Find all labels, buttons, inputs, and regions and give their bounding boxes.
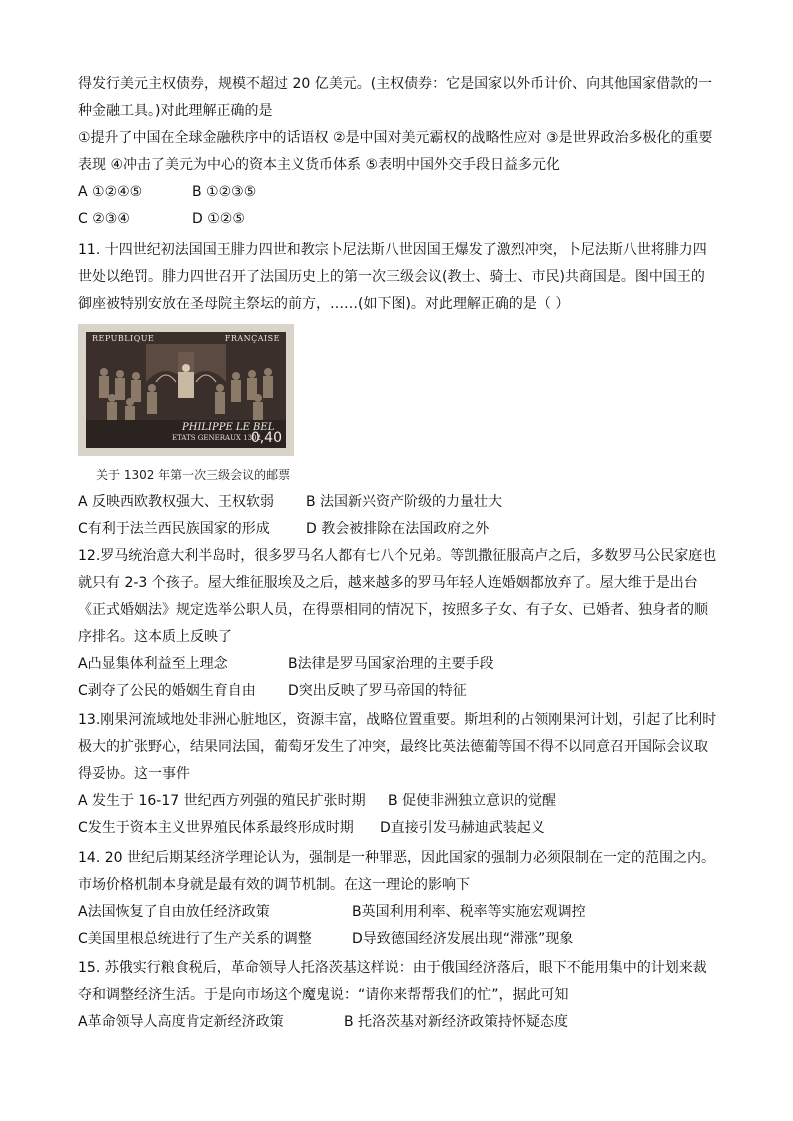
q14-option-c: C美国里根总统进行了生产关系的调整	[78, 931, 312, 947]
stamp-caption: 关于 1302 年第一次三级会议的邮票	[96, 468, 291, 482]
q10-line-3: ①提升了中国在全球金融秩序中的话语权 ②是中国对美元霸权的战略性应对 ③是世界政治多极化的重要	[78, 130, 713, 146]
stamp-image	[78, 324, 294, 456]
q10-option-a: A ①②④⑤	[78, 184, 143, 200]
q10-option-b: B ①②③⑤	[192, 184, 257, 200]
stamp-text-price: 0,40	[250, 430, 282, 446]
q15-line-2: 夺和调整经济生活。于是向市场这个魔鬼说：“请你来帮帮我们的忙”，据此可知	[78, 987, 569, 1003]
q13-option-c: C发生于资本主义世界殖民体系最终形成时期	[78, 820, 354, 836]
q11-line-2: 世处以绝罚。腓力四世召开了法国历史上的第一次三级会议(教士、骑士、市民)共商国是。图中国王的	[78, 269, 705, 285]
q13-line-1: 13.刚果河流域地处非洲心脏地区，资源丰富，战略位置重要。斯坦利的占领刚果河计划，引起了比利时	[78, 712, 717, 728]
q14-option-a: A法国恢复了自由放任经济政策	[78, 904, 270, 920]
q12-line-2: 就只有 2-3 个孩子。屋大维征服埃及之后，越来越多的罗马年轻人连婚姻都放弃了。屋大维于是出台	[78, 575, 698, 591]
q12-line-1: 12.罗马统治意大利半岛时，很多罗马名人都有七八个兄弟。等凯撒征服高卢之后，多数罗马公民家庭也	[78, 548, 717, 564]
q13-option-b: B 促使非洲独立意识的觉醒	[388, 793, 557, 809]
q14-option-b: B英国利用利率、税率等实施宏观调控	[352, 904, 586, 920]
q13-line-3: 得妥协。这一事件	[78, 766, 190, 782]
q10-line-4: 表现 ④冲击了美元为中心的资本主义货币体系 ⑤表明中国外交手段日益多元化	[78, 157, 560, 173]
stamp-text-name: PHILIPPE LE BEL	[182, 422, 275, 433]
q12-option-c: C剥夺了公民的婚姻生育自由	[78, 683, 256, 699]
q12-line-4: 序排名。这本质上反映了	[78, 629, 232, 645]
q15-option-b: B 托洛茨基对新经济政策持怀疑态度	[344, 1014, 569, 1030]
q14-line-1: 14. 20 世纪后期某经济学理论认为，强制是一种罪恶，因此国家的强制力必须限制在一定的范围之内。	[78, 850, 715, 866]
q13-option-d: D直接引发马赫迪武装起义	[380, 820, 545, 836]
q11-option-d: D 教会被排除在法国政府之外	[306, 521, 490, 537]
stamp-text-republique: REPUBLIQUE	[92, 334, 155, 343]
q12-option-b: B法律是罗马国家治理的主要手段	[288, 656, 494, 672]
q11-option-c: C有利于法兰西民族国家的形成	[78, 521, 270, 537]
q10-option-d: D ①②⑤	[192, 211, 245, 227]
q15-line-1: 15. 苏俄实行粮食税后，革命领导人托洛茨基这样说：由于俄国经济落后，眼下不能用集中的计划来裁	[78, 960, 707, 976]
q11-line-3: 御座被特别安放在圣母院主祭坛的前方，……(如下图)。对此理解正确的是（ ）	[78, 296, 570, 312]
stamp-artwork	[86, 332, 286, 448]
q13-line-2: 极大的扩张野心，结果同法国，葡萄牙发生了冲突，最终比英法德葡等国不得不以同意召开国际会议取	[78, 739, 708, 755]
stamp-text-sub: ETATS GENERAUX 1302	[172, 434, 261, 442]
q14-option-d: D导致德国经济发展出现“滞涨”现象	[352, 931, 574, 947]
q14-line-2: 市场价格机制本身就是最有效的调节机制。在这一理论的影响下	[78, 877, 470, 893]
q12-option-d: D突出反映了罗马帝国的特征	[288, 683, 467, 699]
stamp-text-francaise: FRANÇAISE	[224, 334, 280, 343]
q13-option-a: A 发生于 16-17 世纪西方列强的殖民扩张时期	[78, 793, 366, 809]
q11-option-b: B 法国新兴资产阶级的力量壮大	[306, 494, 503, 510]
q11-option-a: A 反映西欧教权强大、王权软弱	[78, 494, 275, 510]
q10-line-2: 种金融工具。)对此理解正确的是	[78, 103, 273, 119]
q10-line-1: 得发行美元主权债券，规模不超过 20 亿美元。(主权债券：它是国家以外币计价、向其他国家借款的一	[78, 76, 713, 92]
q15-option-a: A革命领导人高度肯定新经济政策	[78, 1014, 284, 1030]
q11-line-1: 11. 十四世纪初法国国王腓力四世和教宗卜尼法斯八世因国王爆发了激烈冲突，卜尼法斯八世将腓力四	[78, 242, 707, 258]
q12-option-a: A凸显集体利益至上理念	[78, 656, 228, 672]
q10-option-c: C ②③④	[78, 211, 130, 227]
q12-line-3: 《正式婚姻法》规定选举公职人员，在得票相同的情况下，按照多子女、有子女、已婚者、独身者的顺	[78, 602, 708, 618]
